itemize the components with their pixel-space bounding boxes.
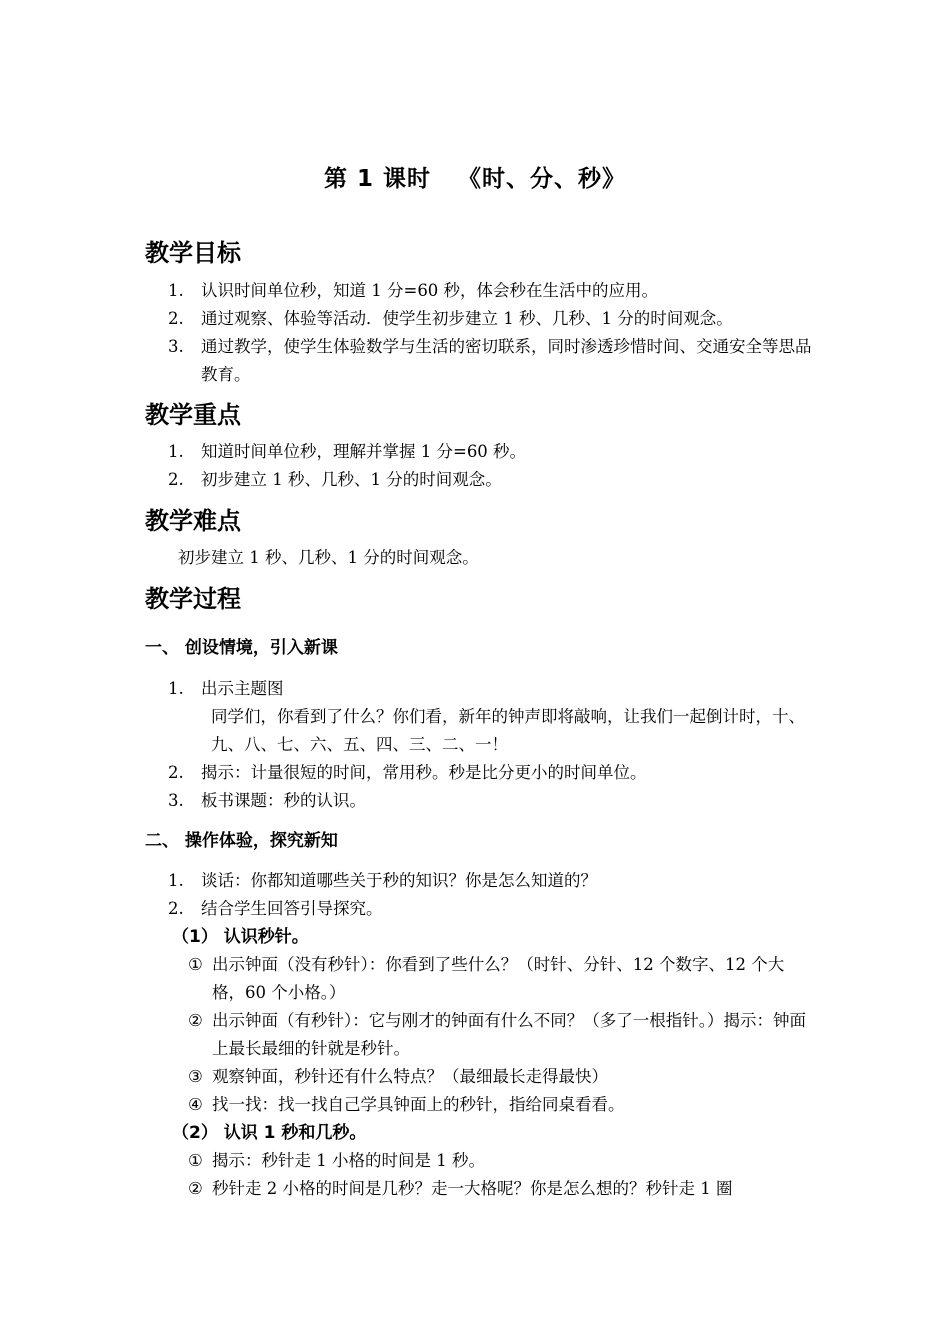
item-number: 2. [168, 763, 184, 782]
heading-difficulties: 教学难点 [145, 507, 241, 535]
item-marker: ① [188, 955, 203, 974]
list-item [188, 1091, 810, 1119]
list-item [168, 466, 813, 494]
list-item [168, 867, 813, 895]
heading-process: 教学过程 [145, 585, 241, 613]
heading-key-points: 教学重点 [145, 401, 241, 429]
item-text: 揭示：秒针走 1 小格的时间是 1 秒。 [212, 1151, 485, 1170]
item-number: 1. [168, 442, 184, 461]
item-text: 出示主题图 [201, 679, 284, 698]
heading-part-1: 一、 创设情境，引入新课 [145, 638, 338, 658]
item-marker: ② [188, 1179, 203, 1198]
subheading-second-hand: （1） 认识秒针。 [172, 927, 309, 947]
item-number: 2. [168, 470, 184, 489]
item-marker: ① [188, 1151, 203, 1170]
heading-part-2: 二、 操作体验，探究新知 [145, 831, 338, 851]
item-number: 2. [168, 309, 184, 328]
item-text: 板书课题：秒的认识。 [201, 791, 366, 810]
list-item [188, 951, 810, 1007]
document-title: 第 1 课时 《时、分、秒》 [323, 166, 627, 192]
item-number: 3. [168, 337, 184, 356]
item-number: 3. [168, 791, 184, 810]
item-text: 通过教学，使学生体验数学与生活的密切联系，同时渗透珍惜时间、交通安全等思品教育。 [201, 337, 812, 384]
item-text: 观察钟面，秒针还有什么特点？（最细最长走得最快） [212, 1067, 608, 1086]
list-item [188, 1063, 810, 1091]
list-item [168, 675, 813, 703]
item-text: 秒针走 2 小格的时间是几秒？走一大格呢？你是怎么想的？秒针走 1 圈 [212, 1179, 733, 1198]
list-item [168, 759, 813, 787]
list-item [168, 895, 813, 923]
subheading-one-second: （2） 认识 1 秒和几秒。 [172, 1123, 367, 1143]
item-text: 谈话：你都知道哪些关于秒的知识？你是怎么知道的？ [201, 871, 597, 890]
item-number: 1. [168, 281, 184, 300]
item-marker: ③ [188, 1067, 203, 1086]
item-text: 通过观察、体验等活动．使学生初步建立 1 秒、几秒、1 分的时间观念。 [201, 309, 733, 328]
item-text: 找一找：找一找自己学具钟面上的秒针，指给同桌看看。 [212, 1095, 625, 1114]
item-text: 出示钟面（没有秒针）：你看到了些什么？（时针、分针、12 个数字、12 个大格，60 个小格。） [212, 955, 785, 1002]
difficulties-text: 初步建立 1 秒、几秒、1 分的时间观念。 [178, 548, 479, 567]
list-item [168, 305, 813, 333]
heading-objectives: 教学目标 [145, 239, 241, 267]
item-text: 初步建立 1 秒、几秒、1 分的时间观念。 [201, 470, 502, 489]
list-item [188, 1007, 810, 1063]
list-item [168, 438, 813, 466]
paragraph-text: 同学们，你看到了什么？你们看，新年的钟声即将敲响，让我们一起倒计时，十、九、八、七、六、五、四、三、二、一！ [211, 707, 805, 754]
list-item [188, 1147, 810, 1175]
item-marker: ④ [188, 1095, 203, 1114]
item-number: 1. [168, 679, 184, 698]
item-text: 出示钟面（有秒针）：它与刚才的钟面有什么不同？（多了一根指针。）揭示：钟面上最长最细的针就是秒针。 [212, 1011, 806, 1058]
list-item [168, 787, 813, 815]
item-text: 认识时间单位秒，知道 1 分=60 秒，体会秒在生活中的应用。 [201, 281, 659, 300]
list-item [188, 1175, 810, 1203]
item-number: 2. [168, 899, 184, 918]
item-text: 结合学生回答引导探究。 [201, 899, 383, 918]
item-text: 揭示：计量很短的时间，常用秒。秒是比分更小的时间单位。 [201, 763, 647, 782]
item-number: 1. [168, 871, 184, 890]
item-text: 知道时间单位秒，理解并掌握 1 分=60 秒。 [201, 442, 527, 461]
list-item [168, 333, 813, 389]
list-item [168, 277, 813, 305]
item-marker: ② [188, 1011, 203, 1030]
